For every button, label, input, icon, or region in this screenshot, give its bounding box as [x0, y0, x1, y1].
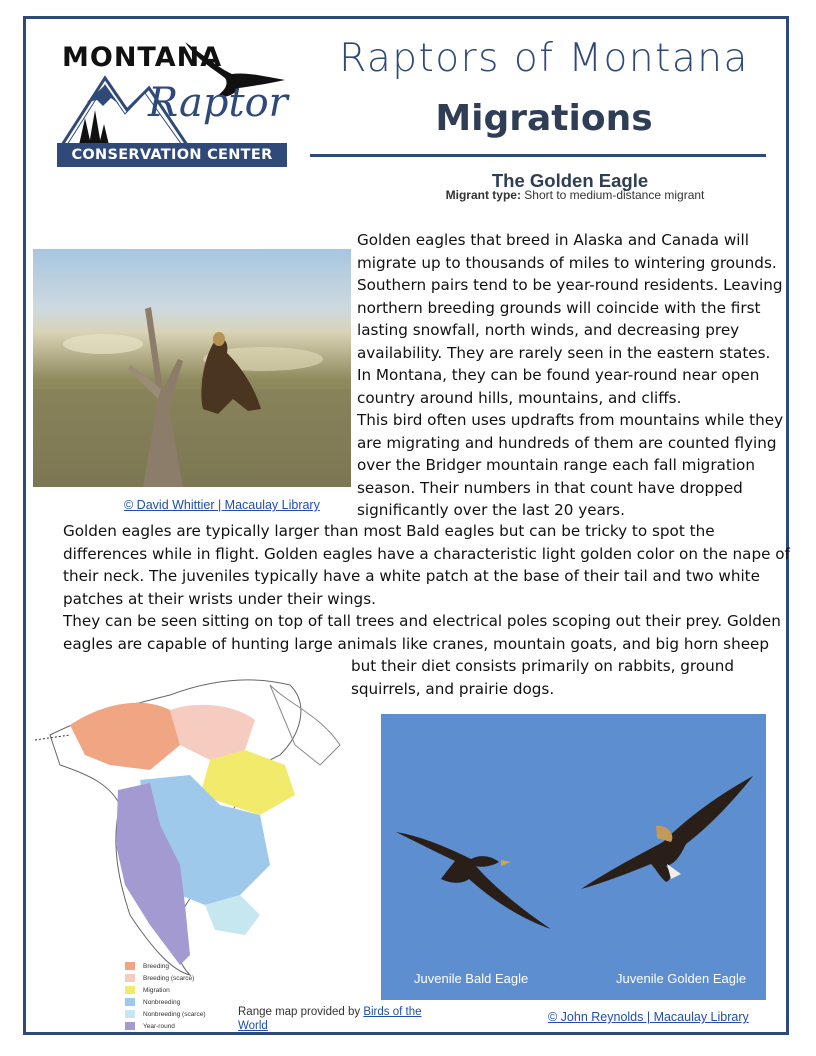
series-title: Raptors of Montana — [339, 36, 749, 81]
juvenile-golden-eagle-label: Juvenile Golden Eagle — [616, 971, 747, 986]
legend-label: Breeding — [143, 963, 170, 970]
birds-of-the-world-link[interactable]: Birds of the World — [238, 1006, 422, 1032]
logo-banner: CONSERVATION CENTER — [57, 143, 287, 167]
migrant-type — [380, 188, 770, 202]
legend-label: Nonbreeding — [143, 999, 181, 1006]
legend-swatch — [125, 1022, 135, 1030]
title-divider — [310, 154, 766, 157]
legend-breeding-scarce — [125, 974, 194, 984]
legend-nonbreeding-scarce — [125, 1010, 206, 1020]
map-credit — [238, 1005, 448, 1033]
legend-swatch — [125, 974, 135, 982]
legend-swatch — [125, 998, 135, 1006]
paragraph-2: This bird often uses updrafts from mountains while they are migrating and hundreds of them are counted flying over the Bridger mountain range each fall migration season. Their numbers in that count have dropped significantly over the last 20 years. — [357, 411, 784, 519]
juvenile-eagles-flight-photo — [381, 714, 766, 1000]
map-credit-prefix: Range map provided by — [238, 1006, 364, 1018]
legend-label: Nonbreeding (scarce) — [143, 1011, 206, 1018]
paragraph-migration — [357, 229, 785, 522]
paragraph-1: Golden eagles that breed in Alaska and Canada will migrate up to thousands of miles to wintering grounds. Southern pairs tend to be year-round residents. Leaving northern breeding grounds will coincide with the first lasting snowfall, north winds, and decreasing prey availability. They are rarely seen in the eastern states. In Montana, they can be found year-round near open country around hills, mountains, and cliffs. — [357, 231, 783, 407]
logo-raptor-text: Raptor — [148, 80, 288, 126]
legend-swatch — [125, 1010, 135, 1018]
paragraph-diet: but their diet consists primarily on rabbits, ground squirrels, and prairie dogs. — [351, 657, 735, 698]
golden-eagle-perched-photo — [33, 249, 351, 487]
page-title: Migrations — [435, 98, 653, 139]
paragraph-identification: Golden eagles are typically larger than most Bald eagles but can be tricky to spot the differences while in flight. Golden eagles have a characteristic light golden color on the nape of their neck. The juveniles typically have a white patch at the base of their tail and two white patches at their wrists under their wings. — [63, 522, 790, 608]
logo-montana-text: MONTANA — [62, 42, 223, 73]
top-photo-credit[interactable]: © David Whittier | Macaulay Library — [124, 498, 320, 512]
legend-nonbreeding — [125, 998, 180, 1008]
legend-label: Breeding (scarce) — [143, 975, 195, 982]
migrant-type-label: Migrant type: — [445, 188, 521, 202]
migrant-type-value: Short to medium-distance migrant — [524, 188, 705, 202]
species-name: The Golden Eagle — [491, 170, 649, 191]
paragraph-hunting: They can be seen sitting on top of tall trees and electrical poles scoping out their prey. Golden eagles are capable of hunting large animals like cranes, mountain goats, and big horn sheep — [63, 612, 781, 653]
range-map — [30, 665, 370, 1005]
legend-breeding — [125, 962, 169, 972]
legend-label: Migration — [143, 987, 170, 994]
bottom-photo-credit[interactable]: © John Reynolds | Macaulay Library — [548, 1010, 749, 1024]
legend-label: Year-round — [143, 1023, 175, 1030]
legend-swatch — [125, 986, 135, 994]
juvenile-bald-eagle-label: Juvenile Bald Eagle — [414, 971, 529, 986]
legend-year-round — [125, 1022, 175, 1032]
legend-migration — [125, 986, 170, 996]
legend-swatch — [125, 962, 135, 970]
